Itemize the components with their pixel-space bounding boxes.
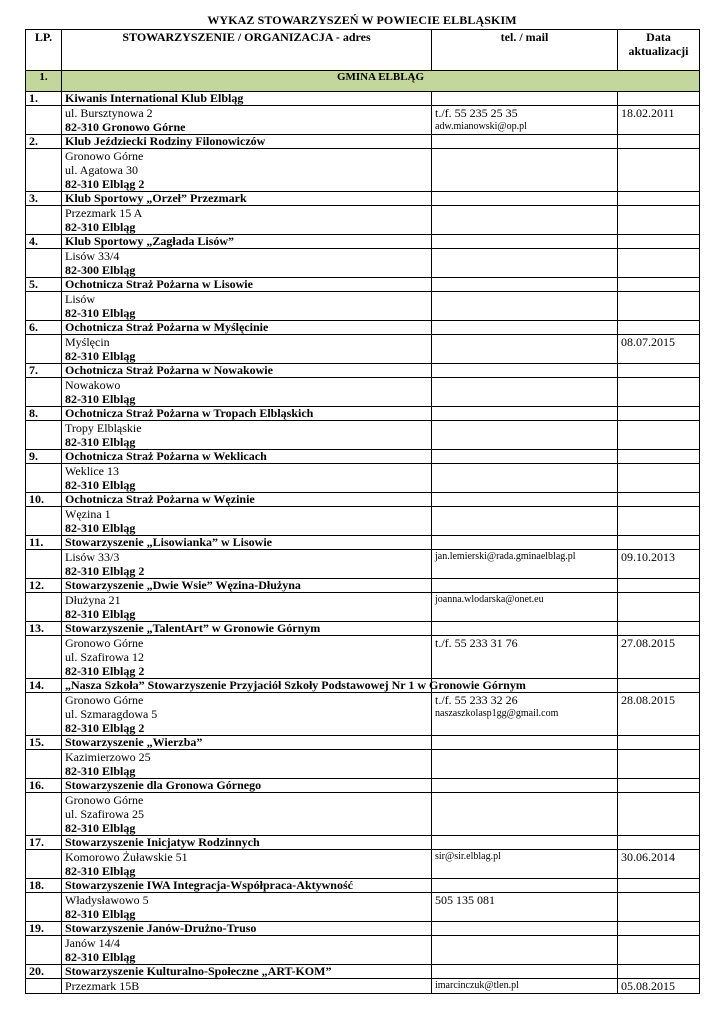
empty-cell xyxy=(26,149,62,192)
entry-contact xyxy=(432,636,618,679)
address-line: 82-310 Elbląg xyxy=(65,907,136,921)
entry-update-date xyxy=(618,793,700,836)
entry-organization-name: Kiwanis International Klub Elbląg xyxy=(62,92,432,106)
entry-contact xyxy=(432,249,618,278)
address-line: 82-310 Elbląg 2 xyxy=(65,721,145,735)
entry-name-row xyxy=(26,407,700,421)
entry-update-date xyxy=(618,464,700,493)
email-address: joanna.wlodarska@onet.eu xyxy=(435,594,544,605)
entry-address xyxy=(62,106,432,135)
entry-update-date: 05.08.2015 xyxy=(618,979,700,994)
address-line: Lisów 33/4 xyxy=(65,249,120,263)
empty-cell xyxy=(618,779,700,793)
entry-number: 7. xyxy=(26,364,62,378)
address-line: 82-310 Elbląg 2 xyxy=(65,564,145,578)
entry-update-date xyxy=(618,149,700,192)
entry-update-date xyxy=(618,507,700,536)
empty-cell xyxy=(618,92,700,106)
document-title: WYKAZ STOWARZYSZEŃ W POWIECIE ELBLĄSKIM xyxy=(207,13,517,27)
entry-address xyxy=(62,378,432,407)
phone-number: t./f. 55 233 32 26 xyxy=(435,693,518,707)
entry-contact xyxy=(432,936,618,965)
entry-organization-name: Stowarzyszenie „Lisowianka” w Lisowie xyxy=(62,536,432,550)
entry-address xyxy=(62,206,432,235)
entry-number: 14. xyxy=(26,679,62,693)
empty-cell xyxy=(26,593,62,622)
address-line: Kazimierzowo 25 xyxy=(65,750,151,764)
entry-address xyxy=(62,149,432,192)
entry-update-date xyxy=(618,893,700,922)
empty-cell xyxy=(26,750,62,779)
entry-update-date: 09.10.2013 xyxy=(618,550,700,579)
empty-cell xyxy=(26,793,62,836)
empty-cell xyxy=(618,364,700,378)
empty-cell xyxy=(26,850,62,879)
email-address: imarcinczuk@tlen.pl xyxy=(435,980,519,991)
entry-name-row xyxy=(26,622,700,636)
entry-name-row xyxy=(26,736,700,750)
empty-cell xyxy=(26,636,62,679)
entry-contact xyxy=(432,149,618,192)
empty-cell xyxy=(432,622,618,636)
entry-update-date xyxy=(618,378,700,407)
email-address: naszaszkolasp1gg@gmail.com xyxy=(435,708,559,719)
entry-number: 12. xyxy=(26,579,62,593)
entry-address xyxy=(62,750,432,779)
entry-address xyxy=(62,421,432,450)
entry-organization-name: Ochotnicza Straż Pożarna w Tropach Elbląskich xyxy=(62,407,432,421)
empty-cell xyxy=(618,622,700,636)
entry-organization-name: „Nasza Szkoła” Stowarzyszenie Przyjaciół Szkoły Podstawowej Nr 1 w Gronowie Górnym xyxy=(62,679,432,693)
entry-number: 8. xyxy=(26,407,62,421)
entry-contact xyxy=(432,464,618,493)
address-line: Gronowo Górne xyxy=(65,693,144,707)
empty-cell xyxy=(618,836,700,850)
empty-cell xyxy=(26,507,62,536)
address-line: 82-300 Elbląg xyxy=(65,263,136,277)
entry-details-row xyxy=(26,464,700,493)
entry-contact xyxy=(432,106,618,135)
entry-details-row xyxy=(26,979,700,994)
entry-address xyxy=(62,636,432,679)
entry-address xyxy=(62,793,432,836)
entry-name-row xyxy=(26,278,700,292)
column-header-date-line1: Data xyxy=(646,30,671,44)
entry-address xyxy=(62,292,432,321)
empty-cell xyxy=(618,579,700,593)
empty-cell xyxy=(618,192,700,206)
address-line: Lisów 33/3 xyxy=(65,550,120,564)
empty-cell xyxy=(432,407,618,421)
entry-update-date xyxy=(618,593,700,622)
entry-organization-name: Klub Sportowy „Orzeł” Przezmark xyxy=(62,192,432,206)
entry-contact xyxy=(432,507,618,536)
entry-name-row xyxy=(26,579,700,593)
entry-number: 20. xyxy=(26,965,62,979)
entry-update-date xyxy=(618,249,700,278)
column-header-contact: tel. / mail xyxy=(432,30,618,71)
entry-details-row xyxy=(26,936,700,965)
column-header-organization: STOWARZYSZENIE / ORGANIZACJA - adres xyxy=(62,30,432,71)
empty-cell xyxy=(618,278,700,292)
empty-cell xyxy=(26,206,62,235)
address-line: Gronowo Górne xyxy=(65,149,144,163)
empty-cell xyxy=(26,693,62,736)
entry-name-row xyxy=(26,321,700,335)
address-line: Przezmark 15 A xyxy=(65,206,143,220)
address-line: Gronowo Górne xyxy=(65,636,144,650)
empty-cell xyxy=(432,135,618,149)
entry-organization-name: Ochotnicza Straż Pożarna w Nowakowie xyxy=(62,364,432,378)
address-line: ul. Szafirowa 12 xyxy=(65,650,144,664)
address-line: 82-310 Elbląg xyxy=(65,950,136,964)
entry-contact xyxy=(432,292,618,321)
empty-cell xyxy=(618,965,700,979)
entry-address xyxy=(62,893,432,922)
entry-organization-name: Ochotnicza Straż Pożarna w Myślęcinie xyxy=(62,321,432,335)
email-address: jan.lemierski@rada.gminaelblag.pl xyxy=(435,551,576,562)
entry-name-row xyxy=(26,679,700,693)
address-line: 82-310 Elbląg xyxy=(65,435,136,449)
empty-cell xyxy=(26,936,62,965)
entry-address xyxy=(62,979,432,994)
section-name: GMINA ELBLĄG xyxy=(62,71,700,92)
empty-cell xyxy=(432,450,618,464)
empty-cell xyxy=(432,922,618,936)
entry-number: 16. xyxy=(26,779,62,793)
entry-details-row xyxy=(26,421,700,450)
entry-update-date xyxy=(618,421,700,450)
section-lp: 1. xyxy=(26,71,62,92)
empty-cell xyxy=(432,836,618,850)
entry-organization-name: Stowarzyszenie „TalentArt” w Gronowie Górnym xyxy=(62,622,432,636)
entry-organization-name: Stowarzyszenie „Dwie Wsie” Węzina-Dłużyna xyxy=(62,579,432,593)
empty-cell xyxy=(26,335,62,364)
entry-contact xyxy=(432,693,618,736)
entry-update-date xyxy=(618,292,700,321)
entry-name-row xyxy=(26,235,700,249)
entry-number: 17. xyxy=(26,836,62,850)
entry-details-row xyxy=(26,507,700,536)
entry-contact xyxy=(432,893,618,922)
empty-cell xyxy=(432,192,618,206)
entry-number: 19. xyxy=(26,922,62,936)
empty-cell xyxy=(618,679,700,693)
empty-cell xyxy=(26,979,62,994)
section-row xyxy=(26,71,700,92)
empty-cell xyxy=(618,536,700,550)
entry-number: 1. xyxy=(26,92,62,106)
address-line: ul. Agatowa 30 xyxy=(65,163,138,177)
entry-organization-name: Stowarzyszenie IWA Integracja-Współpraca-Aktywność xyxy=(62,879,432,893)
entry-name-row xyxy=(26,836,700,850)
entry-details-row xyxy=(26,149,700,192)
entry-name-row xyxy=(26,450,700,464)
entry-number: 6. xyxy=(26,321,62,335)
address-line: ul. Bursztynowa 2 xyxy=(65,106,153,120)
entry-details-row xyxy=(26,335,700,364)
entry-number: 2. xyxy=(26,135,62,149)
email-address: sir@sir.elblag.pl xyxy=(435,851,501,862)
address-line: 82-310 Elbląg xyxy=(65,607,136,621)
entry-address xyxy=(62,693,432,736)
address-line: Węzina 1 xyxy=(65,507,111,521)
entry-name-row xyxy=(26,364,700,378)
phone-number: t./f. 55 235 25 35 xyxy=(435,106,518,120)
empty-cell xyxy=(618,135,700,149)
entry-contact xyxy=(432,421,618,450)
phone-number: t./f. 55 233 31 76 xyxy=(435,636,518,650)
empty-cell xyxy=(618,879,700,893)
address-line: 82-310 Elbląg xyxy=(65,864,136,878)
entry-number: 10. xyxy=(26,493,62,507)
email-address: adw.mianowski@op.pl xyxy=(435,121,527,132)
empty-cell xyxy=(618,321,700,335)
empty-cell xyxy=(26,378,62,407)
address-line: Przezmark 15B xyxy=(65,979,140,993)
entry-name-row xyxy=(26,965,700,979)
entry-number: 11. xyxy=(26,536,62,550)
entry-organization-name: Klub Jeździecki Rodziny Filonowiczów xyxy=(62,135,432,149)
entry-update-date xyxy=(618,936,700,965)
address-line: Komorowo Żuławskie 51 xyxy=(65,850,188,864)
address-line: 82-310 Elbląg 2 xyxy=(65,664,145,678)
entry-name-row xyxy=(26,879,700,893)
entry-address xyxy=(62,464,432,493)
address-line: Myślęcin xyxy=(65,335,110,349)
empty-cell xyxy=(618,407,700,421)
entry-update-date: 27.08.2015 xyxy=(618,636,700,679)
empty-cell xyxy=(26,550,62,579)
address-line: ul. Szafirowa 25 xyxy=(65,807,144,821)
entry-address xyxy=(62,507,432,536)
address-line: 82-310 Elbląg 2 xyxy=(65,177,145,191)
entry-address xyxy=(62,593,432,622)
empty-cell xyxy=(26,464,62,493)
entry-address xyxy=(62,335,432,364)
entry-details-row xyxy=(26,593,700,622)
empty-cell xyxy=(432,364,618,378)
address-line: Weklice 13 xyxy=(65,464,120,478)
entry-organization-name: Stowarzyszenie Inicjatyw Rodzinnych xyxy=(62,836,432,850)
entry-organization-name: Ochotnicza Straż Pożarna w Weklicach xyxy=(62,450,432,464)
address-line: 82-310 Elbląg xyxy=(65,349,136,363)
empty-cell xyxy=(26,106,62,135)
entry-update-date: 18.02.2011 xyxy=(618,106,700,135)
empty-cell xyxy=(26,421,62,450)
entry-contact xyxy=(432,378,618,407)
entry-number: 13. xyxy=(26,622,62,636)
entry-organization-name: Stowarzyszenie „Wierzba” xyxy=(62,736,432,750)
entry-details-row xyxy=(26,292,700,321)
address-line: ul. Szmaragdowa 5 xyxy=(65,707,158,721)
entry-name-row xyxy=(26,779,700,793)
entry-update-date: 28.08.2015 xyxy=(618,693,700,736)
entry-address xyxy=(62,550,432,579)
entry-contact xyxy=(432,550,618,579)
address-line: 82-310 Elbląg xyxy=(65,306,136,320)
entry-contact xyxy=(432,593,618,622)
table-header-row xyxy=(26,30,700,71)
entry-contact xyxy=(432,793,618,836)
entry-contact xyxy=(432,979,618,994)
entry-organization-name: Ochotnicza Straż Pożarna w Lisowie xyxy=(62,278,432,292)
entry-organization-name: Klub Sportowy „Zagłada Lisów” xyxy=(62,235,432,249)
empty-cell xyxy=(432,278,618,292)
entry-contact xyxy=(432,206,618,235)
entry-organization-name: Stowarzyszenie Janów-Drużno-Truso xyxy=(62,922,432,936)
entry-details-row xyxy=(26,793,700,836)
address-line: 82-310 Elbląg xyxy=(65,392,136,406)
entry-name-row xyxy=(26,536,700,550)
entry-organization-name: Stowarzyszenie dla Gronowa Górnego xyxy=(62,779,432,793)
empty-cell xyxy=(432,92,618,106)
entry-organization-name: Ochotnicza Straż Pożarna w Węzinie xyxy=(62,493,432,507)
address-line: 82-310 Elbląg xyxy=(65,821,136,835)
entry-details-row xyxy=(26,206,700,235)
address-line: 82-310 Elbląg xyxy=(65,521,136,535)
entry-details-row xyxy=(26,550,700,579)
address-line: Janów 14/4 xyxy=(65,936,120,950)
entry-details-row xyxy=(26,106,700,135)
entry-contact xyxy=(432,335,618,364)
entry-organization-name: Stowarzyszenie Kulturalno-Społeczne „ART-KOM” xyxy=(62,965,432,979)
entry-number: 18. xyxy=(26,879,62,893)
entry-name-row xyxy=(26,135,700,149)
entry-number: 3. xyxy=(26,192,62,206)
associations-table xyxy=(25,29,700,994)
empty-cell xyxy=(432,536,618,550)
address-line: 82-310 Elbląg xyxy=(65,764,136,778)
entry-address xyxy=(62,850,432,879)
address-line: Tropy Elbląskie xyxy=(65,421,142,435)
entry-address xyxy=(62,249,432,278)
address-line: Gronowo Górne xyxy=(65,793,144,807)
empty-cell xyxy=(26,893,62,922)
entry-details-row xyxy=(26,850,700,879)
empty-cell xyxy=(26,249,62,278)
address-line: 82-310 Gronowo Górne xyxy=(65,120,186,134)
entry-update-date xyxy=(618,206,700,235)
address-line: Nowakowo xyxy=(65,378,121,392)
entry-details-row xyxy=(26,693,700,736)
entry-details-row xyxy=(26,378,700,407)
empty-cell xyxy=(432,965,618,979)
entry-update-date: 30.06.2014 xyxy=(618,850,700,879)
empty-cell xyxy=(618,922,700,936)
empty-cell xyxy=(432,321,618,335)
address-line: 82-310 Elbląg xyxy=(65,478,136,492)
entry-number: 5. xyxy=(26,278,62,292)
empty-cell xyxy=(432,579,618,593)
entry-number: 4. xyxy=(26,235,62,249)
entry-name-row xyxy=(26,192,700,206)
entry-details-row xyxy=(26,636,700,679)
entry-details-row xyxy=(26,750,700,779)
entry-name-row xyxy=(26,92,700,106)
empty-cell xyxy=(618,736,700,750)
entry-update-date: 08.07.2015 xyxy=(618,335,700,364)
empty-cell xyxy=(618,235,700,249)
entry-name-row xyxy=(26,493,700,507)
column-header-date xyxy=(618,30,700,71)
empty-cell xyxy=(432,235,618,249)
phone-number: 505 135 081 xyxy=(435,893,495,907)
empty-cell xyxy=(432,779,618,793)
entry-contact xyxy=(432,850,618,879)
address-line: 82-310 Elbląg xyxy=(65,220,136,234)
empty-cell xyxy=(618,450,700,464)
empty-cell xyxy=(432,493,618,507)
address-line: Dłużyna 21 xyxy=(65,593,121,607)
entry-contact xyxy=(432,750,618,779)
empty-cell xyxy=(432,736,618,750)
entry-address xyxy=(62,936,432,965)
empty-cell xyxy=(432,879,618,893)
entry-details-row xyxy=(26,893,700,922)
column-header-lp: LP. xyxy=(26,30,62,71)
entry-number: 9. xyxy=(26,450,62,464)
address-line: Władysławowo 5 xyxy=(65,893,149,907)
empty-cell xyxy=(26,292,62,321)
empty-cell xyxy=(618,493,700,507)
entry-name-row xyxy=(26,922,700,936)
entry-number: 15. xyxy=(26,736,62,750)
address-line: Lisów xyxy=(65,292,95,306)
entry-details-row xyxy=(26,249,700,278)
entry-update-date xyxy=(618,750,700,779)
column-header-date-line2: aktualizacji xyxy=(628,44,689,58)
